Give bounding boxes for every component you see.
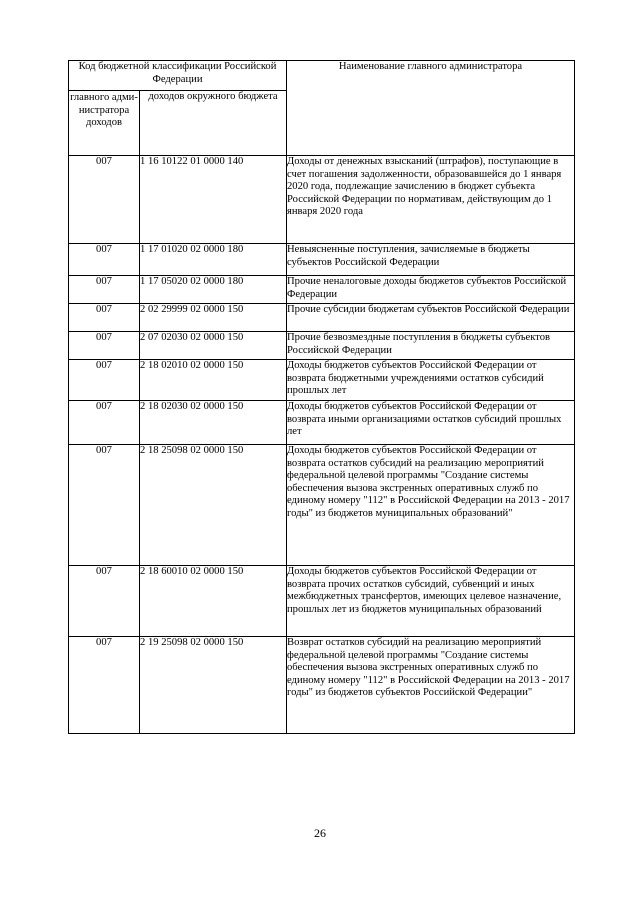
administrator-name-cell: Доходы бюджетов субъектов Российской Федерации от возврата иными организациями остатков субсидий прошлых лет [287,401,575,445]
administrator-name-cell: Доходы от денежных взысканий (штрафов), поступающие в счет погашения задолженности, образовавшейся до 1 января 2020 года, подлежащие зачислению в бюджет субъекта Российской Федерации по нормативам, действующим до 1 января 2020 года [287,156,575,244]
administrator-name-cell: Прочие субсидии бюджетам субъектов Российской Федерации [287,304,575,332]
table-row [69,156,575,244]
income-code-cell: 2 02 29999 02 0000 150 [140,304,287,332]
header-administrator-name: Наименование главного администратора [287,61,575,156]
admin-code-cell: 007 [69,156,140,244]
income-code-cell: 1 16 10122 01 0000 140 [140,156,287,244]
table-row [69,637,575,734]
table-row [69,445,575,566]
table-row [69,401,575,445]
admin-code-cell: 007 [69,304,140,332]
income-code-cell: 2 18 60010 02 0000 150 [140,566,287,637]
income-code-cell: 1 17 01020 02 0000 180 [140,244,287,276]
admin-code-cell: 007 [69,566,140,637]
income-code-cell: 2 19 25098 02 0000 150 [140,637,287,734]
admin-code-cell: 007 [69,244,140,276]
admin-code-cell: 007 [69,360,140,401]
header-district-budget-income: доходов окружного бюджета [140,91,287,156]
income-code-cell: 2 18 25098 02 0000 150 [140,445,287,566]
admin-code-cell: 007 [69,445,140,566]
administrator-name-cell: Доходы бюджетов субъектов Российской Федерации от возврата остатков субсидий на реализацию мероприятий федеральной целевой программы "Создание системы обеспечения вызова экстренных оперативных служб по единому номеру "112" в Российской Федерации на 2013 - 2017 годы" из бюджетов муниципальных образований" [287,445,575,566]
table-row [69,244,575,276]
admin-code-cell: 007 [69,637,140,734]
administrator-name-cell: Доходы бюджетов субъектов Российской Федерации от возврата бюджетными учреждениями остатков субсидий прошлых лет [287,360,575,401]
administrator-name-cell: Прочие неналоговые доходы бюджетов субъектов Российской Федерации [287,276,575,304]
header-classification-code: Код бюджетной классификации Российской Федерации [69,61,287,91]
income-code-cell: 2 07 02030 02 0000 150 [140,332,287,360]
administrator-name-cell: Прочие безвозмездные поступления в бюджеты субъектов Российской Федерации [287,332,575,360]
income-code-cell: 2 18 02010 02 0000 150 [140,360,287,401]
table-row [69,360,575,401]
administrator-name-cell: Возврат остатков субсидий на реализацию мероприятий федеральной целевой программы "Создание системы обеспечения вызова экстренных оперативных служб по единому номеру "112" в Российской Федерации на 2013 - 2017 годы" из бюджетов субъектов Российской Федерации" [287,637,575,734]
income-code-cell: 1 17 05020 02 0000 180 [140,276,287,304]
header-main-administrator: главного адми-нистратора доходов [69,91,140,156]
table-header-row [69,61,575,91]
page-number: 26 [314,826,326,840]
administrator-name-cell: Доходы бюджетов субъектов Российской Федерации от возврата прочих остатков субсидий, субвенций и иных межбюджетных трансфертов, имеющих целевое назначение, прошлых лет из бюджетов муниципальных образований [287,566,575,637]
table-row [69,566,575,637]
administrator-name-cell: Невыясненные поступления, зачисляемые в бюджеты субъектов Российской Федерации [287,244,575,276]
table-row [69,304,575,332]
admin-code-cell: 007 [69,401,140,445]
income-code-cell: 2 18 02030 02 0000 150 [140,401,287,445]
admin-code-cell: 007 [69,332,140,360]
budget-classification-table [68,60,575,734]
admin-code-cell: 007 [69,276,140,304]
table-row [69,332,575,360]
table-row [69,276,575,304]
